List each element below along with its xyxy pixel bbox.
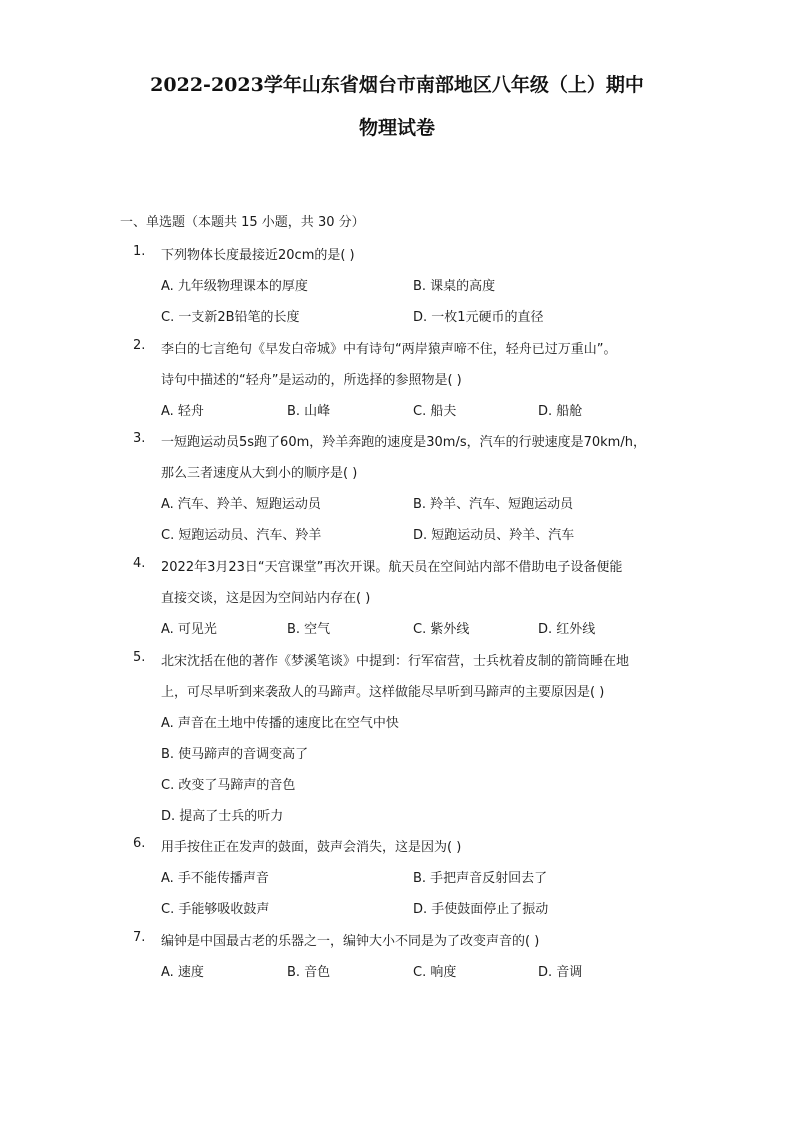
option-a: A. 九年级物理课本的厚度 — [161, 279, 308, 294]
question-stem: 2022年3月23日“天宫课堂”再次开课。航天员在空间站内部不借助电子设备便能 — [161, 560, 623, 575]
option-d: D. 手使鼓面停止了振动 — [413, 902, 549, 917]
question-stem-continued: 上，可尽早听到来袭敌人的马蹄声。这样做能尽早听到马蹄声的主要原因是( ) — [161, 685, 605, 700]
option-b: B. 使马蹄声的音调变高了 — [161, 747, 309, 762]
question-stem: 用手按住正在发声的鼓面，鼓声会消失，这是因为( ) — [161, 840, 462, 855]
section-heading: 一、单选题（本题共 15 小题，共 30 分） — [120, 215, 365, 230]
option-d: D. 提高了士兵的听力 — [161, 809, 284, 824]
option-c: C. 紫外线 — [413, 622, 470, 637]
option-c: C. 船夫 — [413, 404, 457, 419]
question-number: 4. — [133, 556, 146, 571]
option-a: A. 声音在土地中传播的速度比在空气中快 — [161, 716, 399, 731]
question-stem: 一短跑运动员5s跑了60m，羚羊奔跑的速度是30m/s，汽车的行驶速度是70km/h， — [161, 435, 646, 450]
option-b: B. 课桌的高度 — [413, 279, 496, 294]
question-stem-continued: 诗句中描述的“轻舟”是运动的，所选择的参照物是( ) — [161, 373, 462, 388]
option-d: D. 船舱 — [538, 404, 583, 419]
option-d: D. 红外线 — [538, 622, 596, 637]
option-d: D. 音调 — [538, 965, 583, 980]
question-number: 6. — [133, 836, 146, 851]
question-stem: 北宋沈括在他的著作《梦溪笔谈》中提到：行军宿营，士兵枕着皮制的箭筒睡在地 — [161, 654, 630, 669]
question-number: 7. — [133, 930, 146, 945]
option-b: B. 羚羊、汽车、短跑运动员 — [413, 497, 574, 512]
option-b: B. 山峰 — [287, 404, 331, 419]
question-stem-continued: 直接交谈，这是因为空间站内存在( ) — [161, 591, 371, 606]
exam-title-line1: 2022-2023学年山东省烟台市南部地区八年级（上）期中 — [150, 74, 644, 96]
question-number: 3. — [133, 431, 146, 446]
option-d: D. 短跑运动员、羚羊、汽车 — [413, 528, 575, 543]
option-c: C. 改变了马蹄声的音色 — [161, 778, 296, 793]
question-number: 5. — [133, 650, 146, 665]
option-c: C. 手能够吸收鼓声 — [161, 902, 270, 917]
option-a: A. 汽车、羚羊、短跑运动员 — [161, 497, 321, 512]
option-c: C. 响度 — [413, 965, 457, 980]
option-a: A. 可见光 — [161, 622, 217, 637]
question-stem: 下列物体长度最接近20cm的是( ) — [161, 248, 355, 263]
option-b: B. 手把声音反射回去了 — [413, 871, 548, 886]
exam-title-line2: 物理试卷 — [358, 117, 435, 139]
question-stem-continued: 那么三者速度从大到小的顺序是( ) — [161, 466, 358, 481]
question-number: 1. — [133, 244, 146, 259]
question-stem: 编钟是中国最古老的乐器之一，编钟大小不同是为了改变声音的( ) — [161, 934, 540, 949]
option-b: B. 空气 — [287, 622, 331, 637]
question-number: 2. — [133, 338, 146, 353]
option-d: D. 一枚1元硬币的直径 — [413, 310, 544, 325]
option-a: A. 手不能传播声音 — [161, 871, 269, 886]
option-c: C. 一支新2B铅笔的长度 — [161, 310, 300, 325]
option-a: A. 速度 — [161, 965, 204, 980]
option-c: C. 短跑运动员、汽车、羚羊 — [161, 528, 322, 543]
question-stem: 李白的七言绝句《早发白帝城》中有诗句“两岸猿声啼不住，轻舟已过万重山”。 — [161, 342, 617, 357]
option-a: A. 轻舟 — [161, 404, 204, 419]
option-b: B. 音色 — [287, 965, 331, 980]
